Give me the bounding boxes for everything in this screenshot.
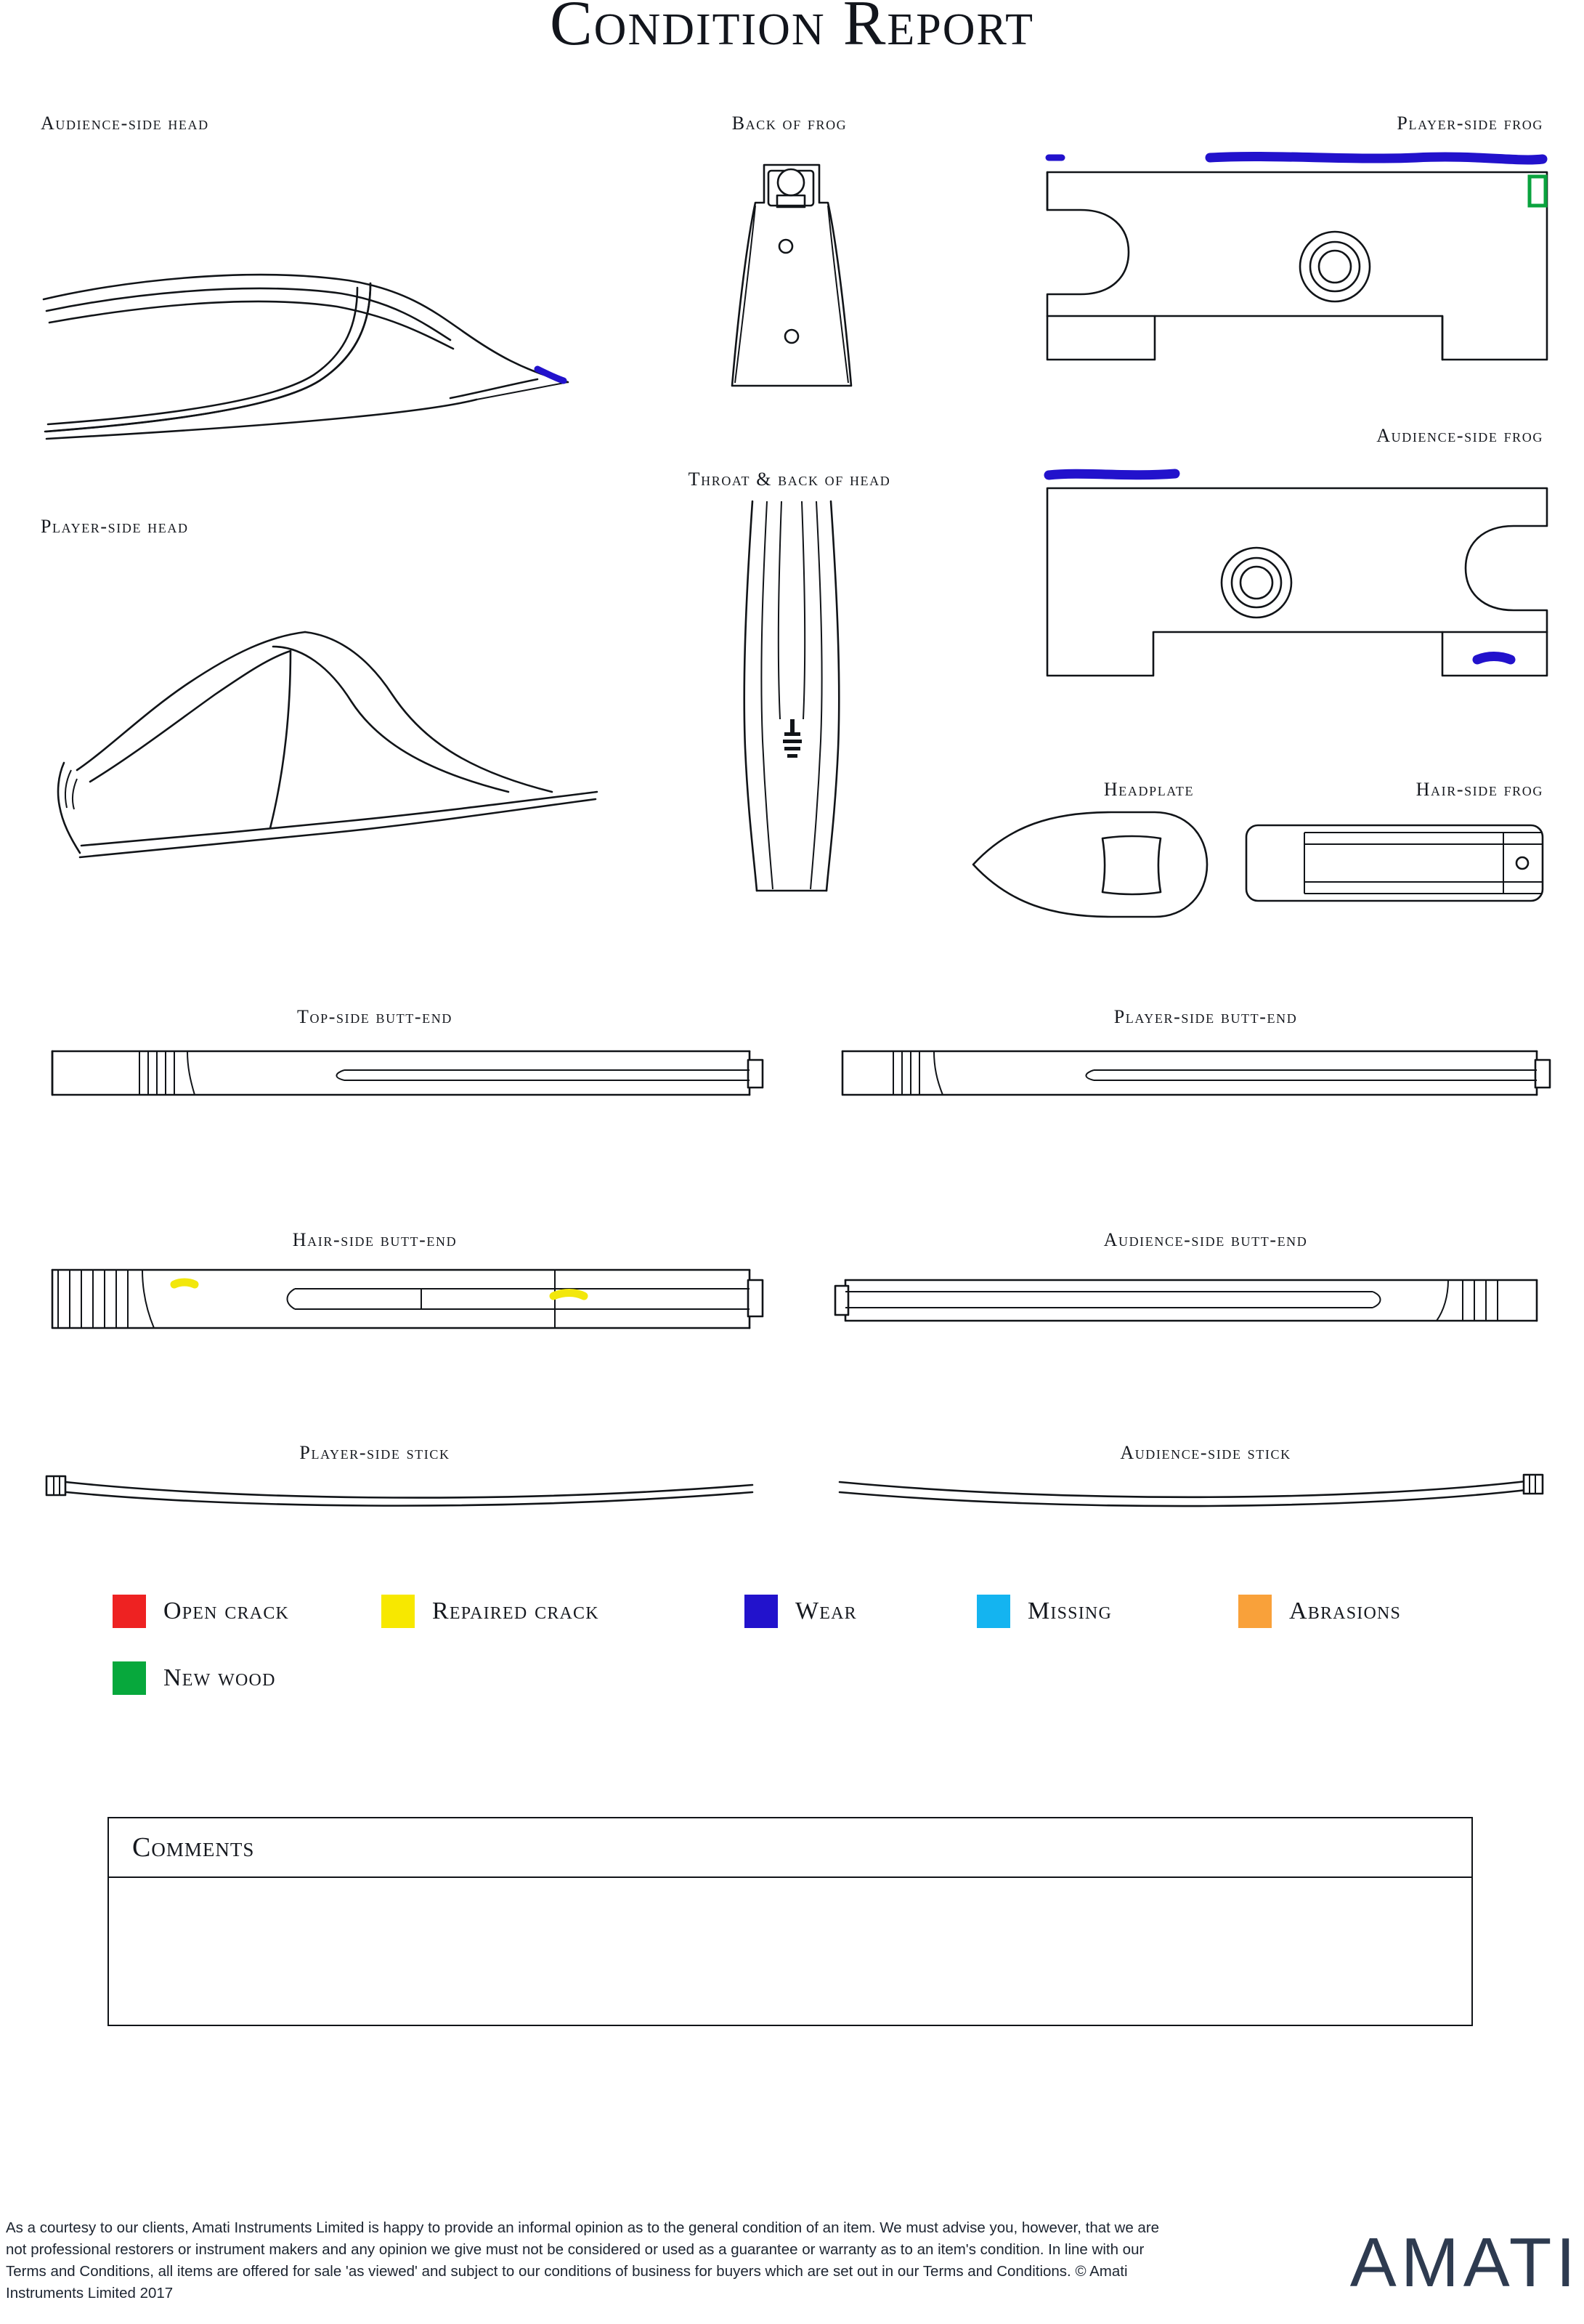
figure-back-of-frog (719, 156, 864, 403)
comments-heading (109, 1818, 1471, 1878)
figure-hair-side-butt-end (45, 1257, 735, 1344)
label-hair-side-frog: Hair-side frog (1416, 779, 1543, 800)
figure-audience-side-stick (835, 1467, 1525, 1518)
legend-label-abrasions: Abrasions (1289, 1598, 1402, 1624)
label-hair-side-butt-end: Hair-side butt-end (292, 1229, 458, 1250)
swatch-wear (744, 1595, 778, 1628)
label-throat-back-of-head: Throat & back of head (688, 469, 891, 490)
label-audience-side-frog: Audience-side frog (1376, 425, 1543, 446)
figure-hair-side-frog (1242, 812, 1547, 914)
figure-audience-side-head (29, 138, 581, 458)
legend-label-open-crack: Open crack (163, 1598, 290, 1624)
figure-audience-side-frog (1039, 458, 1547, 712)
comments-box (107, 1817, 1473, 2026)
figure-headplate (966, 806, 1213, 923)
label-player-side-head: Player-side head (41, 516, 189, 537)
figure-audience-side-butt-end (835, 1257, 1525, 1344)
swatch-new-wood (113, 1661, 146, 1695)
figure-player-side-butt-end (835, 1035, 1525, 1115)
comments-input-area[interactable] (109, 1878, 1471, 2026)
comments-heading-text: Comments (132, 1832, 255, 1863)
page-title: Condition Report (549, 0, 1035, 59)
label-player-side-butt-end: Player-side butt-end (1113, 1006, 1298, 1027)
label-player-side-stick: Player-side stick (299, 1442, 450, 1463)
amati-logo: AMATI (1349, 2224, 1580, 2301)
legend (113, 1595, 1492, 1728)
legend-row-1 (113, 1595, 1492, 1628)
figure-throat-back-of-head (726, 501, 857, 894)
figure-player-side-head (29, 552, 610, 857)
figure-top-side-butt-end (45, 1035, 735, 1115)
legend-label-missing: Missing (1028, 1598, 1112, 1624)
legend-item-repaired-crack (381, 1595, 744, 1628)
swatch-abrasions (1238, 1595, 1272, 1628)
label-audience-side-stick: Audience-side stick (1120, 1442, 1291, 1463)
swatch-open-crack (113, 1595, 146, 1628)
legend-item-open-crack (113, 1595, 381, 1628)
label-headplate: Headplate (1103, 779, 1195, 800)
label-top-side-butt-end: Top-side butt-end (297, 1006, 452, 1027)
legend-label-repaired-crack: Repaired crack (432, 1598, 599, 1624)
footer-disclaimer: As a courtesy to our clients, Amati Instruments Limited is happy to provide an informal opinion as to the general condition of an item. We must advise you, however, that we are not professional restorers or instrument makers and any opinion we give must not be considered or used as a guarantee or warranty as to an item's condition. In line with our Terms and Conditions, all items are offered for sale 'as viewed' and subject to our conditions of business for buyers which are set out in our Terms and Conditions. © Amati Instruments Limited 2017 (6, 2219, 1160, 2301)
legend-label-new-wood: New wood (163, 1664, 276, 1691)
legend-item-wear (744, 1595, 977, 1628)
figure-player-side-stick (45, 1467, 735, 1518)
swatch-repaired-crack (381, 1595, 415, 1628)
swatch-missing (977, 1595, 1010, 1628)
legend-item-missing (977, 1595, 1238, 1628)
label-audience-side-head: Audience-side head (41, 113, 209, 134)
label-player-side-frog: Player-side frog (1397, 113, 1543, 134)
label-audience-side-butt-end: Audience-side butt-end (1103, 1229, 1308, 1250)
legend-item-abrasions (1238, 1595, 1401, 1628)
figure-player-side-frog (1039, 142, 1547, 396)
label-back-of-frog: Back of frog (731, 113, 848, 134)
legend-label-wear: Wear (795, 1598, 857, 1624)
legend-row-2 (113, 1661, 1492, 1695)
legend-item-new-wood (113, 1661, 276, 1695)
